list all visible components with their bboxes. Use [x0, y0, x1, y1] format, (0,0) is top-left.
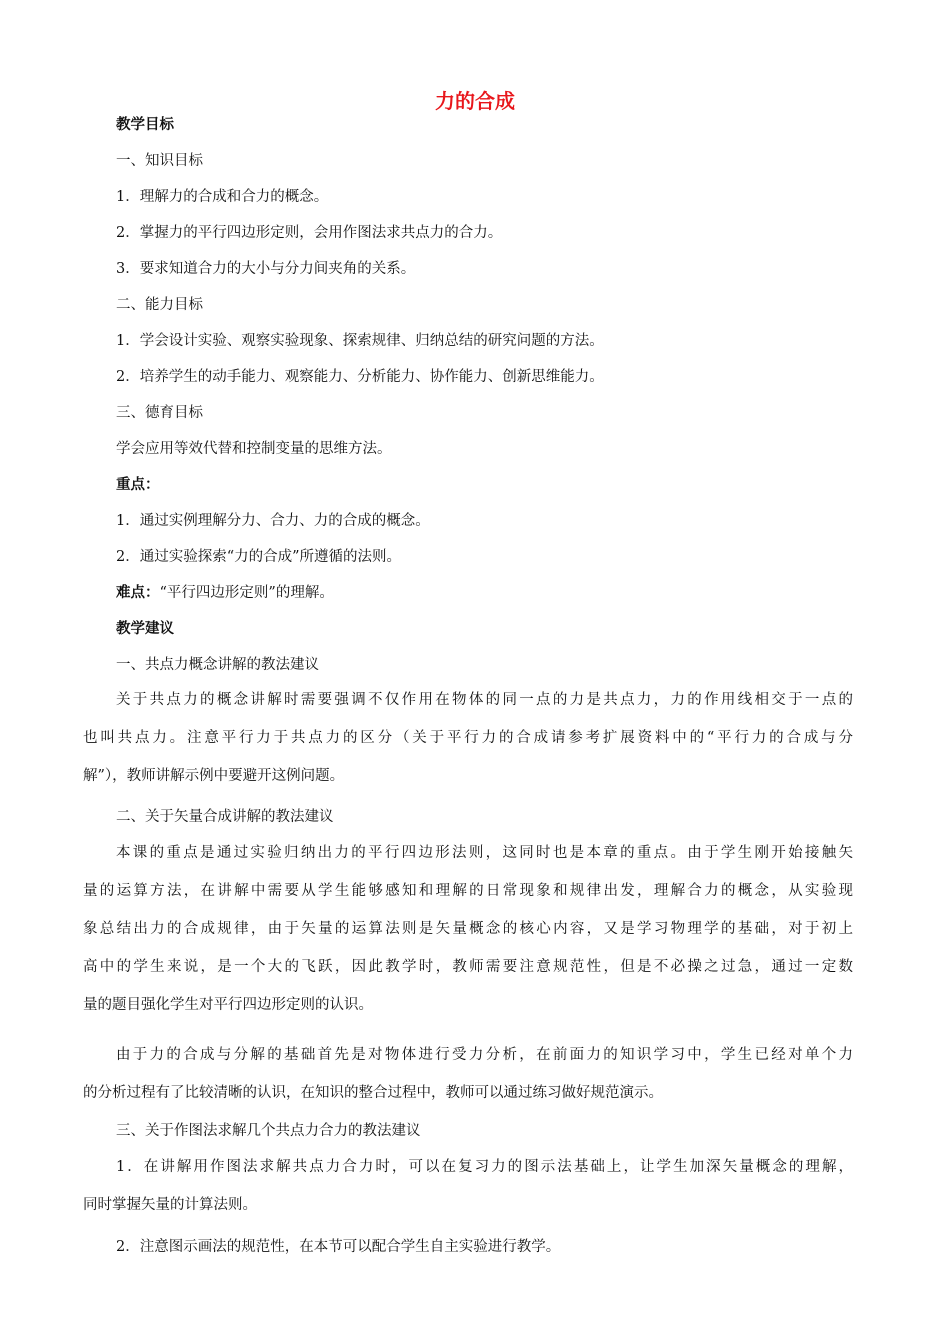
- suggestions-heading: 教学建议: [116, 621, 174, 637]
- ability-item: 1．学会设计实验、观察实验现象、探索规律、归纳总结的研究问题的方法。: [116, 333, 604, 349]
- knowledge-item: 2．掌握力的平行四边形定则，会用作图法求共点力的合力。: [116, 225, 503, 241]
- knowledge-heading: 一、知识目标: [116, 153, 203, 169]
- section-1-heading: 一、共点力概念讲解的教法建议: [116, 657, 319, 673]
- paragraph-line: 量的运算方法，在讲解中需要从学生能够感知和理解的日常现象和规律出发，理解合力的概念，从实验现: [83, 883, 853, 899]
- ability-item: 2．培养学生的动手能力、观察能力、分析能力、协作能力、创新思维能力。: [116, 369, 604, 385]
- ability-heading: 二、能力目标: [116, 297, 203, 313]
- knowledge-item: 3．要求知道合力的大小与分力间夹角的关系。: [116, 261, 416, 277]
- knowledge-item: 1．理解力的合成和合力的概念。: [116, 189, 329, 205]
- moral-heading: 三、德育目标: [116, 405, 203, 421]
- section-3-heading: 三、关于作图法求解几个共点力合力的教法建议: [116, 1123, 421, 1139]
- paragraph-line: 也叫共点力。注意平行力于共点力的区分（关于平行力的合成请参考扩展资料中的“平行力的合成与分: [83, 730, 853, 746]
- paragraph-line: 由于力的合成与分解的基础首先是对物体进行受力分析，在前面力的知识学习中，学生已经对单个力: [116, 1047, 853, 1063]
- paragraph-line: 同时掌握矢量的计算法则。: [83, 1197, 257, 1213]
- paragraph-line: 1．在讲解用作图法求解共点力合力时，可以在复习力的图示法基础上，让学生加深矢量概念的理解，: [116, 1159, 853, 1175]
- difficulty-label: 难点：: [116, 585, 160, 601]
- section-2-heading: 二、关于矢量合成讲解的教法建议: [116, 809, 334, 825]
- section-3-paragraph-1: [83, 1157, 853, 1233]
- paragraph-line: 的分析过程有了比较清晰的认识，在知识的整合过程中，教师可以通过练习做好规范演示。: [83, 1085, 663, 1101]
- paragraph-line: 量的题目强化学生对平行四边形定则的认识。: [83, 997, 373, 1013]
- key-points-label: 重点：: [116, 477, 160, 493]
- paragraph-line: 象总结出力的合成规律，由于矢量的运算法则是矢量概念的核心内容，又是学习物理学的基础，对于初上: [83, 921, 853, 937]
- page-title: 力的合成: [435, 89, 515, 113]
- paragraph-line: 关于共点力的概念讲解时需要强调不仅作用在物体的同一点的力是共点力，力的作用线相交于一点的: [116, 692, 853, 708]
- difficulty-line: [116, 583, 334, 603]
- paragraph-line: 高中的学生来说，是一个大的飞跃，因此教学时，教师需要注意规范性，但是不必操之过急，通过一定数: [83, 959, 853, 975]
- section-2-paragraph-1: [83, 843, 853, 1033]
- section-3-item-2: 2．注意图示画法的规范性，在本节可以配合学生自主实验进行教学。: [116, 1239, 561, 1255]
- difficulty-text: “平行四边形定则”的理解。: [159, 585, 334, 601]
- moral-text: 学会应用等效代替和控制变量的思维方法。: [116, 441, 392, 457]
- section-2-paragraph-2: [83, 1045, 853, 1121]
- key-point-item: 2．通过实验探索“力的合成”所遵循的法则。: [116, 549, 402, 565]
- key-point-item: 1．通过实例理解分力、合力、力的合成的概念。: [116, 513, 430, 529]
- section-1-paragraph: [83, 690, 853, 804]
- paragraph-line: 解”），教师讲解示例中要避开这例问题。: [83, 768, 345, 784]
- goals-heading: 教学目标: [116, 117, 174, 133]
- paragraph-line: 本课的重点是通过实验归纳出力的平行四边形法则，这同时也是本章的重点。由于学生刚开始接触矢: [116, 845, 853, 861]
